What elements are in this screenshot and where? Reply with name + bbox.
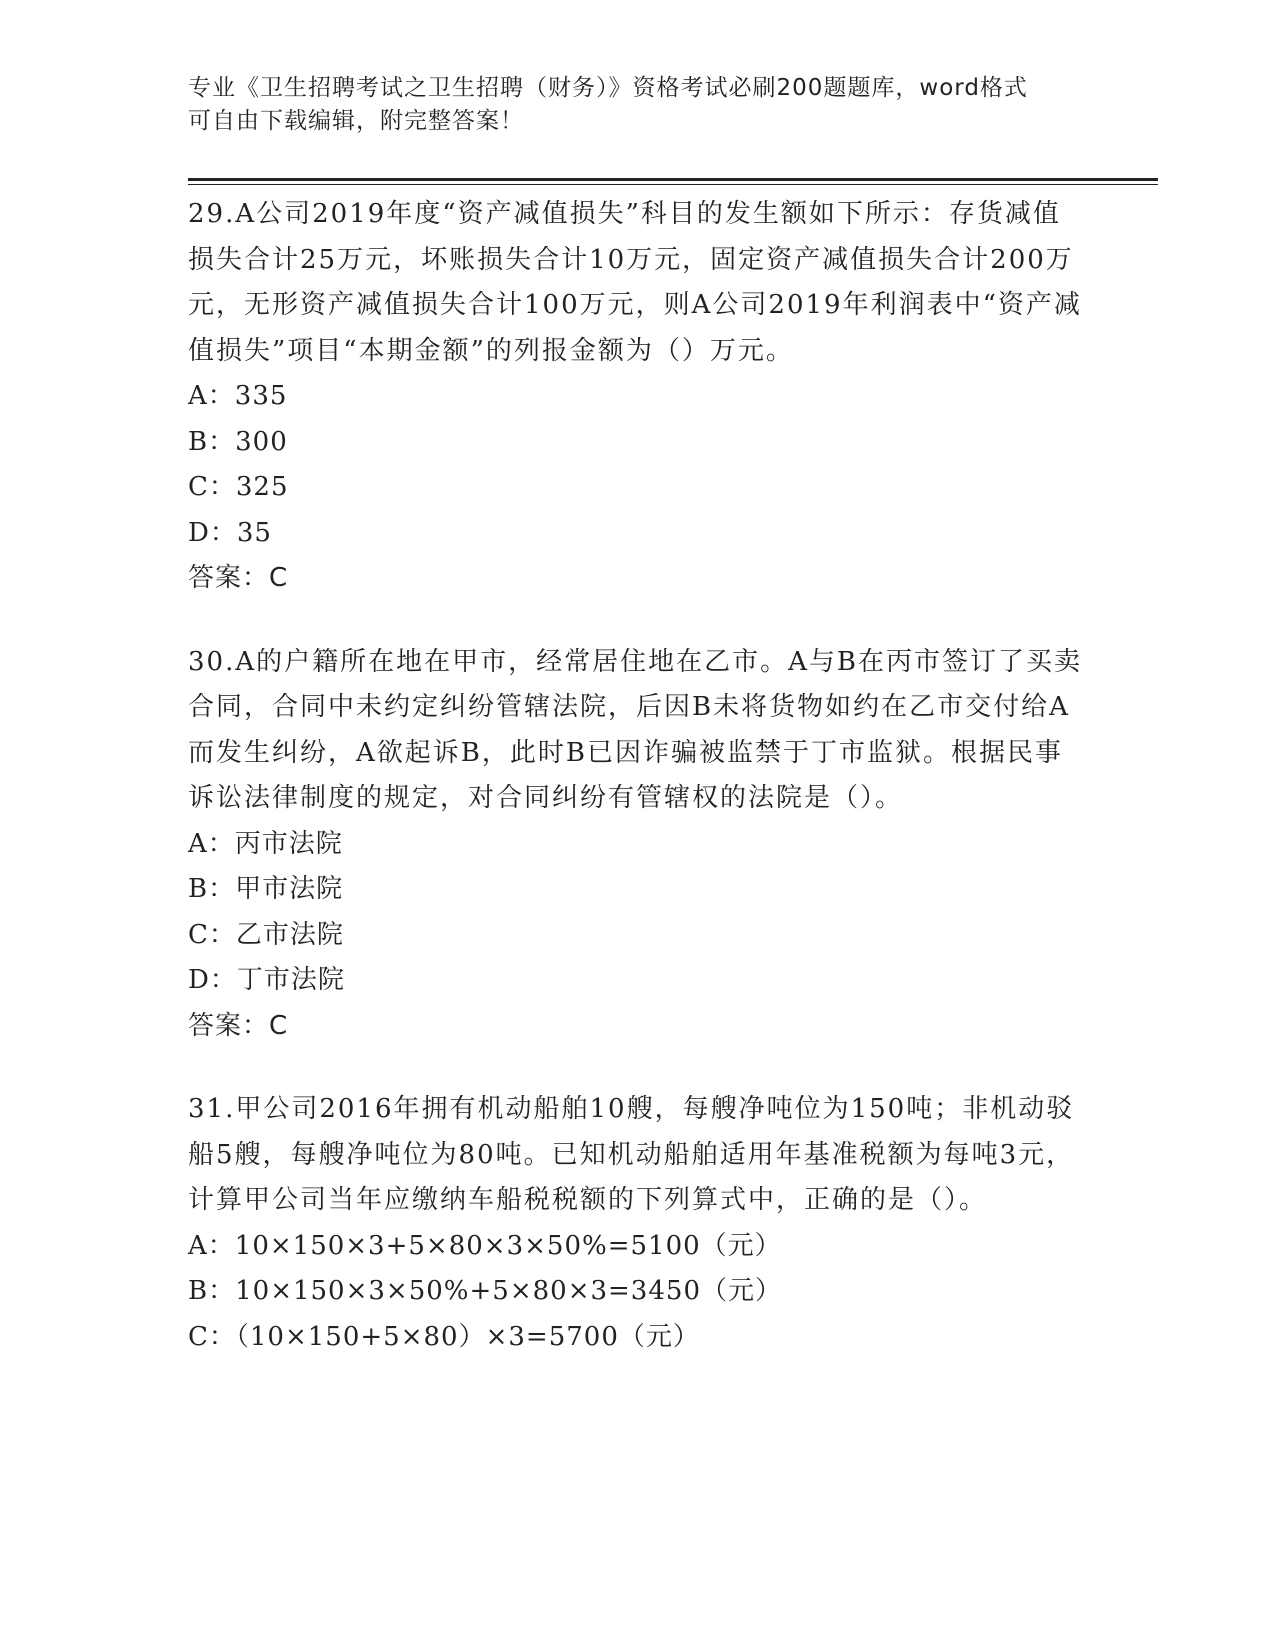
option-b: B：10×150×3×50%+5×80×3=3450（元）: [188, 1276, 782, 1306]
question-stem: 30.A的户籍所在地在甲市，经常居住地在乙市。A与B在丙市签订了买卖合同，合同中未约定纠纷管辖法院，后因B未将货物如约在乙市交付给A而发生纠纷，A欲起诉B，此时B已因诈骗被监禁于丁市监狱。根据民事诉讼法律制度的规定，对合同纠纷有管辖权的法院是（）。: [188, 646, 1083, 813]
option-b: B：甲市法院: [188, 874, 344, 904]
option-d: D：35: [188, 517, 272, 548]
header-rule-thin: [188, 184, 1158, 185]
option-a: A：10×150×3+5×80×3×50%=5100（元）: [188, 1230, 782, 1261]
question-31: [188, 1087, 1088, 1360]
question-29: [188, 192, 1088, 602]
option-d: D：丁市法院: [188, 965, 345, 995]
document-header: [188, 72, 1068, 138]
option-c: C：325: [188, 472, 289, 502]
option-c: C：乙市法院: [188, 919, 344, 950]
header-line-2: 可自由下载编辑，附完整答案！: [188, 108, 524, 134]
question-list: [188, 192, 1088, 1398]
option-c: C：（10×150+5×80）×3=5700（元）: [188, 1321, 700, 1352]
question-stem: 29.A公司2019年度“资产减值损失”科目的发生额如下所示：存货减值损失合计25万元，坏账损失合计10万元，固定资产减值损失合计200万元，无形资产减值损失合计100万元，则A公司2019年利润表中“资产减值损失”项目“本期金额”的列报金额为（）万元。: [188, 199, 1082, 366]
answer-line: 答案：C: [188, 563, 289, 593]
answer-line: 答案：C: [188, 1010, 289, 1041]
option-b: B：300: [188, 426, 288, 457]
option-a: A：丙市法院: [188, 828, 343, 859]
header-rule-thick: [188, 178, 1158, 181]
header-line-1: 专业《卫生招聘考试之卫生招聘（财务）》资格考试必刷200题题库，word格式: [188, 75, 1028, 101]
option-a: A：335: [188, 381, 288, 411]
question-30: [188, 640, 1088, 1050]
question-stem: 31.甲公司2016年拥有机动船舶10艘，每艘净吨位为150吨；非机动驳船5艘，每艘净吨位为80吨。已知机动船舶适用年基准税额为每吨3元，计算甲公司当年应缴纳车船税税额的下列算式中，正确的是（）。: [188, 1094, 1075, 1215]
